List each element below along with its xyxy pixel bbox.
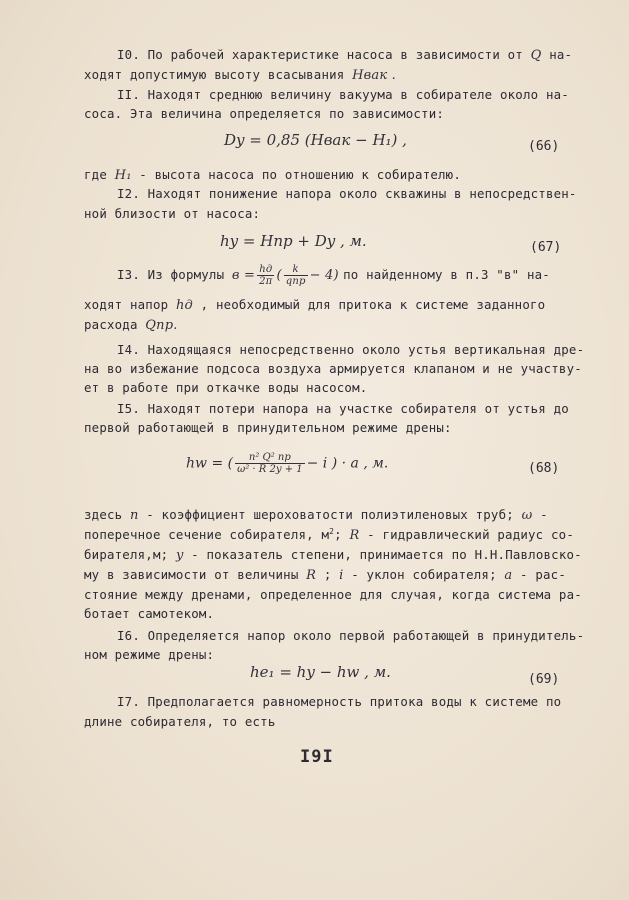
para13-start: I3. Из формулы (117, 267, 225, 282)
para10-text1: I0. По рабочей характеристике насоса в зависимости от (117, 47, 523, 62)
para12-line2: ной близости от насоса: (84, 206, 261, 221)
para16-line1: I6. Определяется напор около первой работающей в принудитель- (117, 628, 585, 643)
eq-number-68: (68) (528, 461, 560, 476)
para15-expl5: стояние между дренами, определенное для случая, когда система ра- (84, 587, 582, 602)
expl3-b: - показатель степени, принимается по Н.Н.Павловско- (191, 547, 582, 562)
para16-line2: ном режиме дрены: (84, 647, 215, 662)
expl1-b: - коэффициент шероховатости полиэтиленовых труб; (146, 507, 514, 522)
eq-number-69: (69) (528, 672, 560, 687)
para14-line3: ет в работе при откачке воды насосом. (84, 380, 368, 395)
formula-68-lhs: hw = ( (186, 455, 234, 472)
formula-68-frac (235, 452, 305, 475)
para15-expl1 (84, 507, 548, 523)
page-number: I9I (300, 747, 334, 767)
formula-68 (186, 452, 388, 475)
symbol-a: a (504, 568, 513, 583)
formula-67: hy = Hпр + Dy , м. (220, 232, 367, 250)
para15-line1: I5. Находят потери напора на участке собирателя от устья до (117, 401, 569, 416)
eq-number-67: (67) (530, 240, 562, 255)
eq-number-66: (66) (528, 139, 560, 154)
para14-line2: на во избежание подсоса воздуха армируется клапаном и не участву- (84, 361, 582, 376)
para13-line2-end: , необходимый для притока к системе заданного (200, 297, 546, 312)
formula-b: в = $\frac{hд}{2\pi}$ ( $\frac{k}{\text{qпр}}$ − 4) (231, 264, 339, 287)
expl4-d: - рас- (520, 567, 567, 582)
symbol-i: i (339, 568, 344, 583)
formula-66: Dy = 0,85 (Hвак − H₁) , (224, 131, 407, 149)
formula-68-den: ω² · R 2y + 1 (237, 464, 303, 475)
formula-b-frac (257, 264, 274, 287)
symbol-h-d: hд (175, 298, 193, 313)
expl4-a: му в зависимости от величины (84, 567, 299, 582)
where-text: - высота насоса по отношению к собирателю. (139, 167, 461, 182)
para13-end: по найденному в п.3 "в" на- (343, 267, 550, 282)
para13-line3 (84, 317, 178, 333)
inner-den: qпр (285, 276, 306, 287)
formula-b-inner-frac (284, 264, 308, 287)
para15-expl4 (84, 567, 566, 583)
symbol-n: n (129, 508, 139, 523)
para10-line1 (117, 47, 572, 63)
symbol-r-2: R (306, 568, 317, 583)
symbol-omega: ω (521, 508, 533, 523)
para10-text2: ходят допустимую высоту всасывания (84, 67, 345, 82)
para13-line2 (84, 297, 545, 313)
para17-line1: I7. Предполагается равномерность притока воды к системе по (117, 694, 562, 709)
para15-expl6: ботает самотеком. (84, 606, 215, 621)
symbol-h1: H₁ (114, 168, 132, 183)
formula-69: he₁ = hy − hw , м. (250, 663, 391, 681)
inner-num: k (284, 264, 308, 276)
para17-line2: длине собирателя, то есть (84, 714, 276, 729)
symbol-q-pr: Qпр. (145, 318, 178, 333)
expl2-c: - гидравлический радиус со- (367, 527, 574, 543)
expl2-sup: 2 (329, 527, 335, 536)
para15-line2: первой работающей в принудительном режиме дрены: (84, 420, 452, 435)
formula-68-num: n² Q² пр (235, 452, 305, 464)
para11-where (84, 167, 461, 183)
symbol-y: y (175, 548, 184, 563)
frac-den: 2π (259, 276, 273, 287)
expl4-c: - уклон собирателя; (351, 567, 497, 582)
para12-line1: I2. Находят понижение напора около скважины в непосредствен- (117, 186, 577, 201)
symbol-q: Q (530, 48, 542, 63)
expl4-b: ; (323, 567, 332, 582)
expl2-b: ; (334, 527, 342, 543)
para11-line2: соса. Эта величина определяется по зависимости: (84, 106, 445, 121)
formula-68-tail: − i ) · a , м. (306, 455, 389, 472)
para13-line3-start: расхода (84, 317, 138, 332)
para15-expl2 (84, 527, 574, 543)
para10-text1-end: на- (549, 47, 573, 62)
para14-line1: I4. Находящаяся непосредственно около устья вертикальная дре- (117, 342, 585, 357)
formula-b-tail: − 4) (309, 268, 339, 283)
para11-line1: II. Находят среднюю величину вакуума в собирателе около на- (117, 87, 569, 102)
symbol-h-vak: Hвак . (352, 68, 396, 83)
frac-num: hд (257, 264, 274, 276)
symbol-r: R (349, 528, 360, 544)
expl2-a: поперечное сечение собирателя, м (84, 527, 330, 543)
formula-b-lhs: в = (231, 268, 256, 283)
expl1-a: здесь (84, 507, 123, 522)
para10-line2 (84, 67, 396, 83)
where-prefix: где (84, 167, 107, 182)
para13-line1 (117, 264, 550, 287)
expl1-c: - (540, 507, 548, 522)
para13-line2-start: ходят напор (84, 297, 169, 312)
expl3-a: бирателя,м; (84, 547, 169, 562)
para15-expl3 (84, 547, 582, 563)
